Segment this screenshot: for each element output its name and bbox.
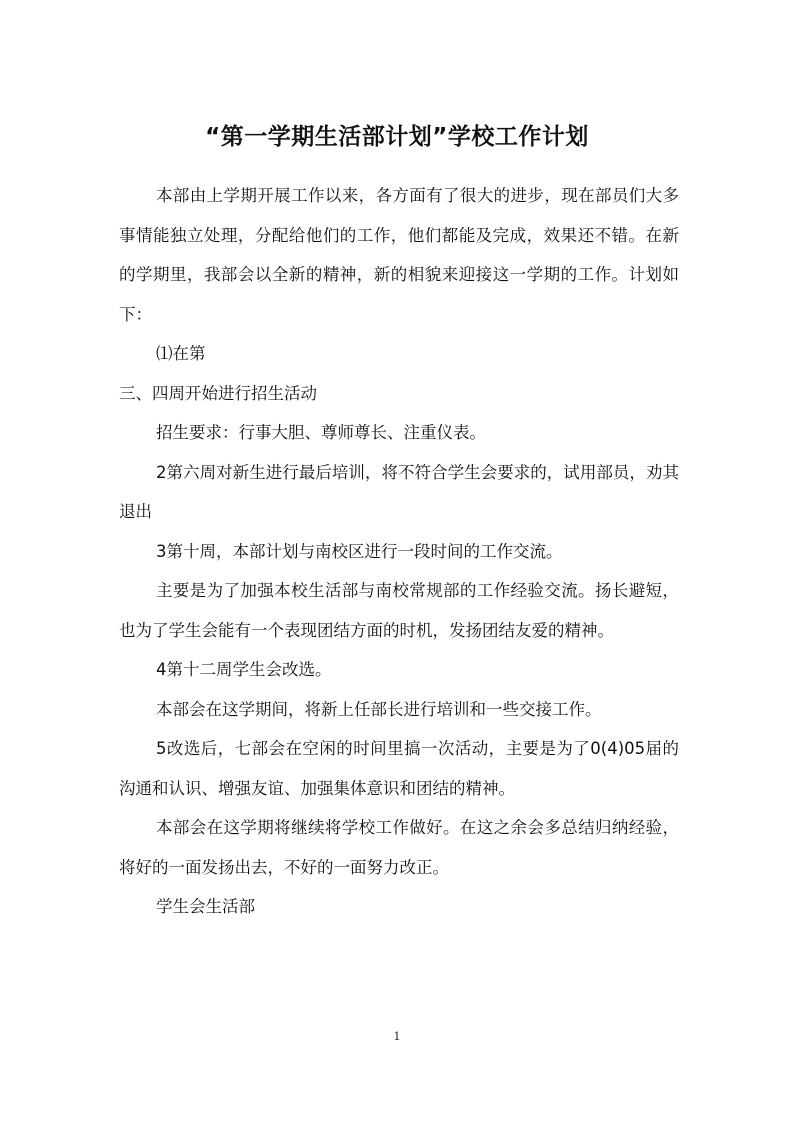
paragraph-item-3: 3第十周，本部计划与南校区进行一段时间的工作交流。: [156, 541, 563, 561]
paragraph-item-1-start: ⑴在第: [156, 344, 206, 363]
paragraph-signature: 学生会生活部: [156, 897, 255, 916]
document-body: [119, 176, 679, 927]
document-title: “第一学期生活部计划”学校工作计划: [205, 124, 589, 150]
paragraph-item-4-detail: 本部会在这学期间，将新上任部长进行培训和一些交接工作。: [156, 699, 602, 719]
paragraph-closing: 本部会在这学期将继续将学校工作做好。在这之余会多总结归纳经验，将好的一面发扬出去，不好的一面努力改正。: [119, 818, 679, 877]
paragraph-recruit-requirements: 招生要求：行事大胆、尊师尊长、注重仪表。: [156, 423, 486, 442]
paragraph-item-3-detail: 主要是为了加强本校生活部与南校常规部的工作经验交流。扬长避短，也为了学生会能有一个表现团结方面的时机，发扬团结友爱的精神。: [119, 581, 679, 640]
paragraph-item-4: 4第十二周学生会改选。: [156, 660, 332, 679]
paragraph-item-5: 5改选后，七部会在空闲的时间里搞一次活动，主要是为了0(4)05届的沟通和认识、增强友谊、加强集体意识和团结的精神。: [119, 739, 679, 798]
paragraph-item-1-weeks: 三、四周开始进行招生活动: [119, 383, 317, 403]
paragraph-intro: 本部由上学期开展工作以来，各方面有了很大的进步，现在部员们大多事情能独立处理，分配给他们的工作，他们都能及完成，效果还不错。在新的学期里，我部会以全新的精神，新的相貌来迎接这一学期的工作。计划如下：: [119, 186, 679, 324]
paragraph-item-2: 2第六周对新生进行最后培训，将不符合学生会要求的，试用部员，劝其退出: [119, 462, 679, 521]
page-number: 1: [393, 1030, 401, 1043]
